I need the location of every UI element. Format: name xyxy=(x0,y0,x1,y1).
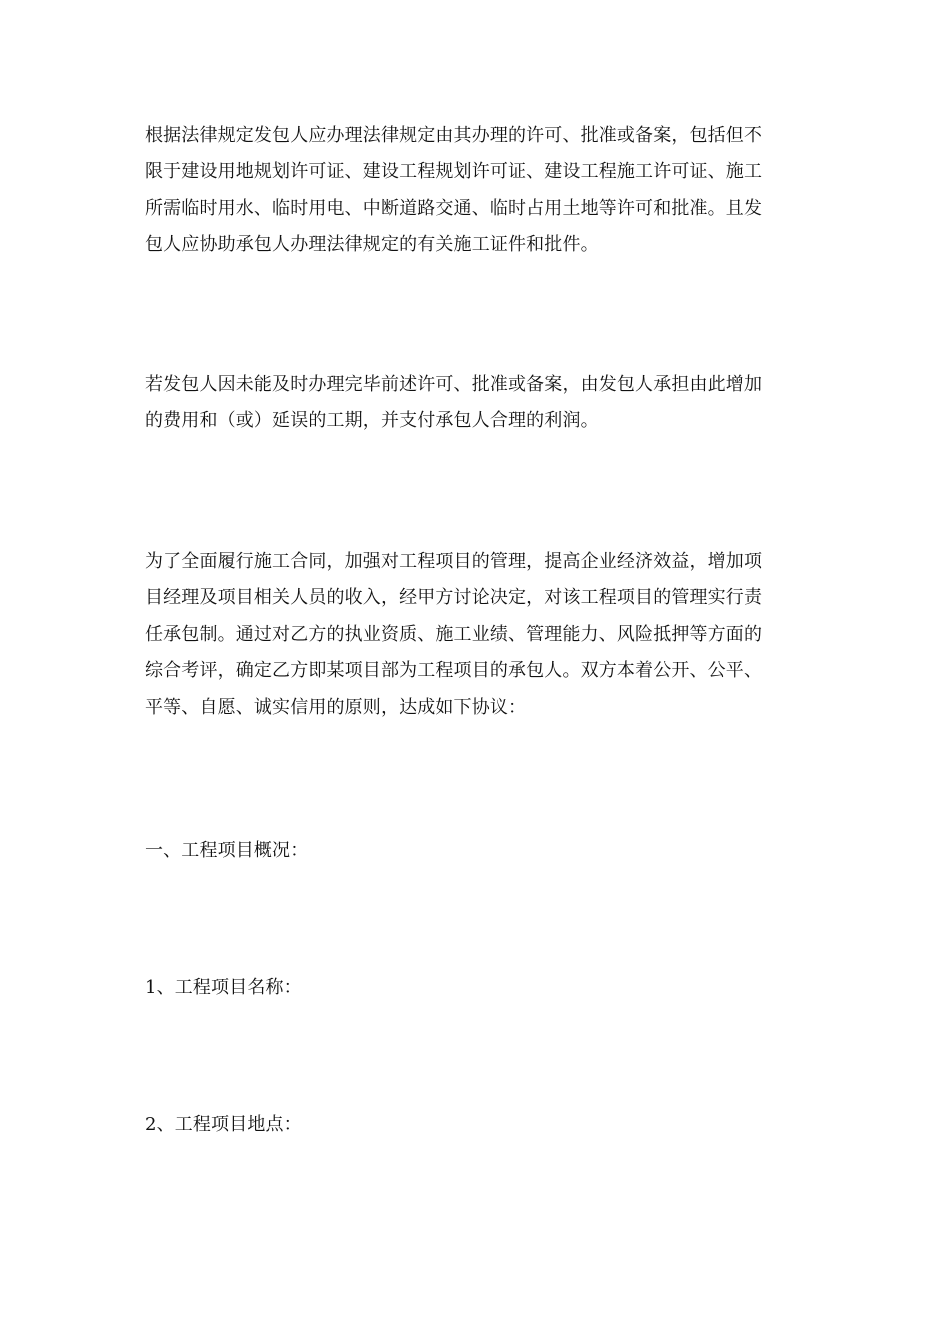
item-project-name xyxy=(145,970,805,1006)
text-line: 2、工程项目地点： xyxy=(145,1114,302,1135)
section-heading-project-overview xyxy=(145,833,805,869)
paragraph-agreement-intro xyxy=(145,544,805,726)
text-line: 根据法律规定发包人应办理法律规定由其办理的许可、批准或备案，包括但不 xyxy=(145,125,763,146)
text-line: 一、工程项目概况： xyxy=(145,840,309,861)
text-line: 目经理及项目相关人员的收入，经甲方讨论决定，对该工程项目的管理实行责 xyxy=(145,587,763,609)
text-line: 综合考评，确定乙方即某项目部为工程项目的承包人。双方本着公开、公平、 xyxy=(145,660,763,682)
text-line: 为了全面履行施工合同，加强对工程项目的管理，提高企业经济效益，增加项 xyxy=(145,551,763,572)
text-line: 平等、自愿、诚实信用的原则，达成如下协议： xyxy=(145,696,527,718)
text-line: 包人应协助承包人办理法律规定的有关施工证件和批件。 xyxy=(145,234,599,256)
text-line: 限于建设用地规划许可证、建设工程规划许可证、建设工程施工许可证、施工 xyxy=(145,161,763,183)
text-line: 所需临时用水、临时用电、中断道路交通、临时占用土地等许可和批准。且发 xyxy=(145,197,763,219)
paragraph-delay-liability xyxy=(145,367,805,440)
item-project-location xyxy=(145,1107,805,1143)
text-line: 的费用和（或）延误的工期，并支付承包人合理的利润。 xyxy=(145,410,599,432)
text-line: 任承包制。通过对乙方的执业资质、施工业绩、管理能力、风险抵押等方面的 xyxy=(145,623,763,645)
text-line: 1、工程项目名称： xyxy=(145,977,302,998)
text-line: 若发包人因未能及时办理完毕前述许可、批准或备案，由发包人承担由此增加 xyxy=(145,374,763,395)
paragraph-permits xyxy=(145,118,805,264)
